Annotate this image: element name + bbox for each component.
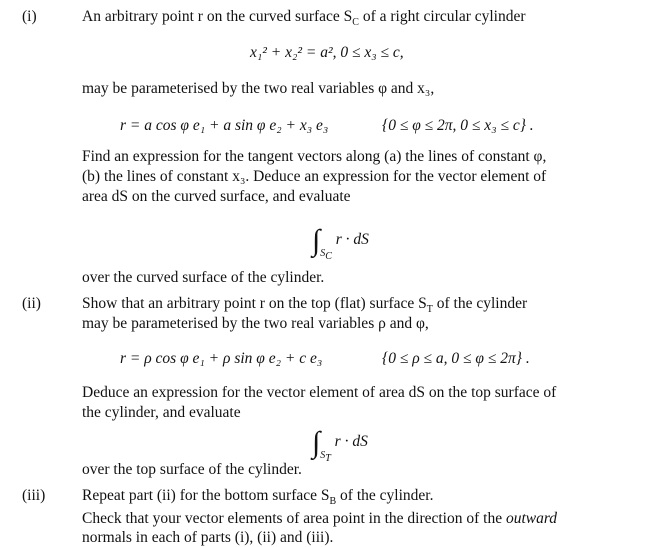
part-i-line1-sub: C: [352, 17, 359, 29]
part-ii-line2: may be parameterised by the two real variables ρ and φ,: [82, 315, 429, 332]
part-i-label: (i): [22, 8, 37, 25]
outward-emphasis: outward: [505, 510, 558, 527]
part-i-line1-text: An arbitrary point r on the curved surface S: [82, 8, 353, 25]
part-i-para1: Find an expression for the tangent vectors along (a) the lines of constant φ,: [82, 148, 547, 165]
integral-body: r · dS: [334, 433, 368, 450]
param-equation-left: r = a cos φ e₁ + a sin φ e₂ + x₃ e₃: [120, 117, 329, 134]
param-equation-range: {0 ≤ φ ≤ 2π, 0 ≤ x₃ ≤ c} .: [382, 117, 534, 134]
integral-body: r · dS: [335, 231, 369, 248]
integral-sign: ∫: [312, 426, 321, 459]
top-param-equation-left: r = ρ cos φ e₁ + ρ sin φ e₂ + c e₃: [120, 350, 323, 367]
part-ii-line1-sub: T: [426, 304, 433, 316]
part-iii-line1-text: Repeat part (ii) for the bottom surface S: [82, 487, 330, 504]
part-ii-line1-tail: of the cylinder: [432, 295, 528, 312]
part-iii-line1-sub: B: [329, 496, 337, 508]
integral-curved: [312, 218, 369, 262]
part-iii-line1-tail: of the cylinder.: [336, 487, 434, 504]
cylinder-equation: x₁² + x₂² = a², 0 ≤ x₃ ≤ c,: [250, 44, 404, 61]
part-iii-line1: [82, 487, 434, 508]
integral-domain: SC: [320, 248, 332, 262]
part-ii-para1: Deduce an expression for the vector element of area dS on the top surface of: [82, 384, 557, 401]
integral-domain: ST: [320, 450, 331, 464]
part-iii-line2: [82, 510, 557, 528]
top-param-equation-range: {0 ≤ ρ ≤ a, 0 ≤ φ ≤ 2π} .: [382, 350, 530, 367]
part-iii-line2-text: Check that your vector elements of area point in the direction of the: [82, 510, 506, 527]
part-ii-after: over the top surface of the cylinder.: [82, 461, 302, 478]
part-ii-label: (ii): [22, 295, 41, 312]
part-i-line2: may be parameterised by the two real variables φ and x₃,: [82, 80, 435, 97]
part-ii-line1-text: Show that an arbitrary point r on the top (flat) surface S: [82, 295, 427, 312]
integral-sign: ∫: [312, 224, 321, 257]
part-iii-line3: normals in each of parts (i), (ii) and (iii).: [82, 529, 334, 546]
part-ii-line1: [82, 295, 528, 316]
part-i-para2: (b) the lines of constant x₃. Deduce an expression for the vector element of: [82, 168, 547, 185]
part-i-para3: area dS on the curved surface, and evaluate: [82, 188, 351, 205]
part-iii-label: (iii): [22, 487, 46, 504]
part-i-line1: [82, 8, 526, 29]
part-ii-para2: the cylinder, and evaluate: [82, 404, 241, 421]
part-i-after: over the curved surface of the cylinder.: [82, 269, 325, 286]
part-i-line1-tail: of a right circular cylinder: [358, 8, 526, 25]
integral-top: [312, 420, 368, 464]
